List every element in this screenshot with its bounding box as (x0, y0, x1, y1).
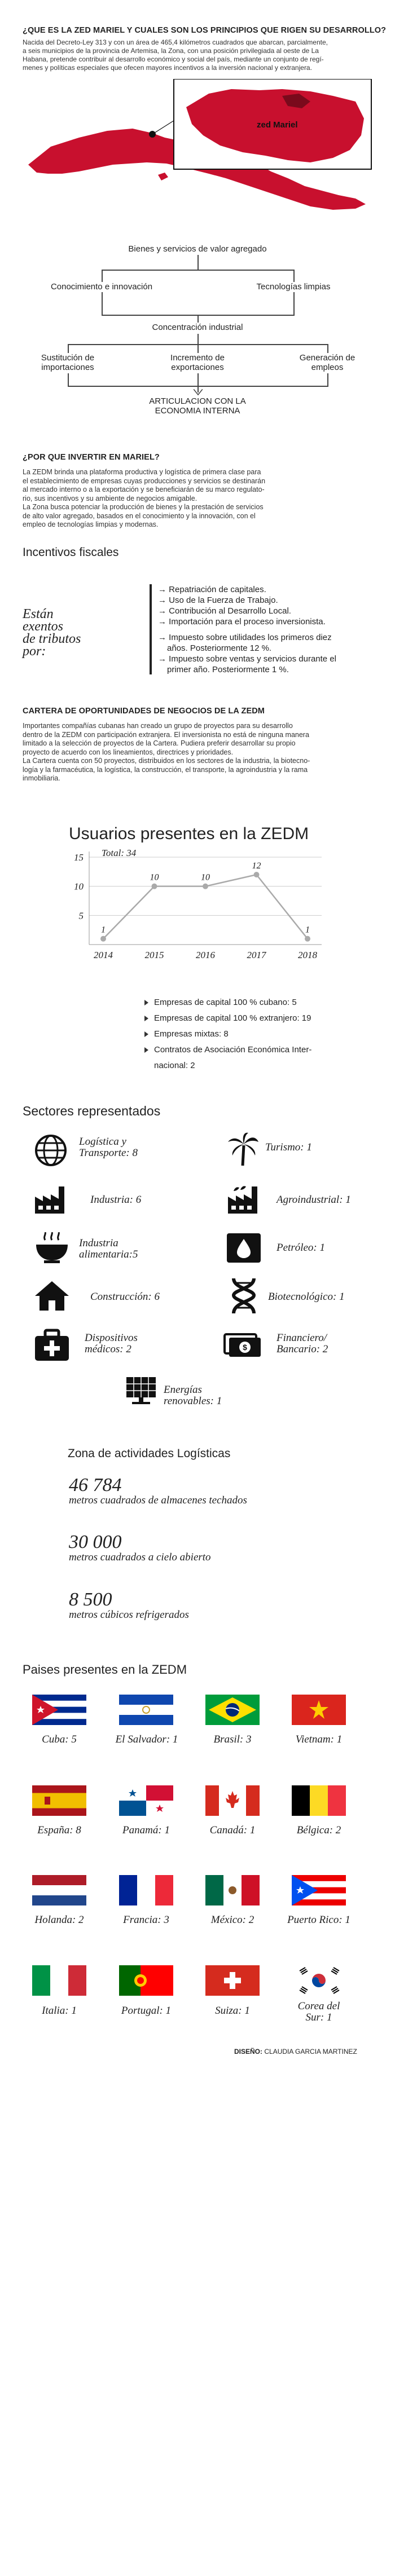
flag-netherlands-icon (32, 1875, 86, 1905)
x-tick-label: 2014 (94, 950, 113, 960)
x-tick-label: 2015 (144, 950, 164, 960)
country-label: Francia: 3 (123, 1914, 169, 1926)
arrow-right-icon: → (158, 617, 169, 627)
agro-factory-icon (226, 1184, 262, 1215)
arrow-down-icon (194, 389, 203, 396)
data-point (305, 936, 310, 942)
money-icon (223, 1331, 263, 1359)
data-label: 10 (201, 872, 210, 883)
logistics-title: Zona de actividades Logísticas (68, 1447, 231, 1460)
flag-canada-icon (205, 1785, 260, 1816)
y-tick-label: 15 (74, 852, 84, 863)
country-label: Bélgica: 2 (296, 1824, 341, 1836)
palm-tree-icon (226, 1131, 260, 1168)
credits: DISEÑO: CLAUDIA GARCIA MARTINEZ (234, 2048, 357, 2055)
node-sustitucion: Sustitución de importaciones (41, 353, 95, 372)
data-point (100, 936, 106, 942)
x-tick-label: 2018 (298, 950, 317, 960)
list-item: → Impuesto sobre ventas y servicios durante el (158, 654, 336, 664)
list-item: → Importación para el proceso inversionista. (158, 617, 326, 627)
why-text: La ZEDM brinda una plataforma productiva y logística de primera clase para el establecimiento de empresas cuyas producciones y servicios se destinarán al mercado interno o a la exportación y se beneficiarán de su marco regulato- rio, sus incentivos y su ambiente de negocios amigable. La Zona busca potenciar la producción de bienes y la prestación de servicios de alto valor agregado, basados en el conocimiento y la innovación, con el empleo de tecnologías limpias y modernas. (23, 468, 266, 528)
data-label: 10 (150, 872, 159, 883)
country-label: Suiza: 1 (215, 2005, 250, 2017)
map-label: zed Mariel (257, 120, 298, 130)
triangle-bullet-icon (144, 1047, 148, 1053)
arrow-right-icon: → (158, 585, 169, 594)
why-title: ¿POR QUE INVERTIR EN MARIEL? (23, 453, 160, 462)
node-tecnologias: Tecnologías limpias (256, 282, 331, 292)
sector-petroleo: Petróleo: 1 (276, 1242, 326, 1254)
x-tick-label: 2016 (196, 950, 215, 960)
data-point (203, 884, 208, 889)
y-tick-label: 5 (78, 910, 84, 921)
sector-financiero: Financiero/ Bancario: 2 (276, 1332, 328, 1355)
list-item: → Contribución al Desarrollo Local. (158, 606, 291, 616)
incentives-group1 (158, 584, 326, 627)
node-generacion: Generación de empleos (299, 353, 356, 372)
data-label: 1 (101, 925, 106, 935)
country-label: México: 2 (210, 1914, 254, 1926)
list-item: → Impuesto sobre utilidades los primeros diez (158, 633, 332, 642)
flag-mexico-icon (205, 1875, 260, 1905)
node-conocimiento: Conocimiento e innovación (50, 282, 153, 292)
flag-puerto-rico-icon (292, 1875, 346, 1905)
country-label: Cuba: 5 (42, 1733, 77, 1745)
portfolio-title: CARTERA DE OPORTUNIDADES DE NEGOCIOS DE LA ZEDM (23, 707, 265, 716)
flag-spain-icon (32, 1785, 86, 1816)
country-label: Holanda: 2 (34, 1914, 84, 1926)
sector-industria: Industria: 6 (90, 1194, 142, 1206)
countries-title: Paises presentes en la ZEDM (23, 1662, 187, 1677)
sector-construccion: Construcción: 6 (90, 1291, 160, 1303)
intro-title: ¿QUE ES LA ZED MARIEL Y CUALES SON LOS PRINCIPIOS QUE RIGEN SU DESARROLLO? (23, 26, 387, 35)
incentives-divider (150, 584, 152, 674)
arrow-right-icon: → (158, 654, 169, 664)
x-tick-label: 2017 (247, 950, 266, 960)
arrow-right-icon: → (158, 606, 169, 616)
solar-panel-icon (124, 1375, 158, 1405)
node-articulacion: ARTICULACION CON LA ECONOMIA INTERNA (149, 396, 246, 416)
list-item: Contratos de Asociación Económica Inter- (144, 1042, 311, 1058)
country-label: Brasil: 3 (213, 1733, 252, 1745)
triangle-bullet-icon (144, 1016, 148, 1021)
medical-kit-icon (34, 1328, 70, 1362)
flag-switzerland-icon (205, 1965, 260, 1996)
list-item: → Uso de la Fuerza de Trabajo. (158, 596, 278, 605)
country-label: Corea del Sur: 1 (297, 2000, 340, 2023)
flag-portugal-icon (119, 1965, 173, 1996)
flag-brazil-icon (205, 1695, 260, 1725)
companies-list: Empresas de capital 100 % cubano: 5 Empresas de capital 100 % extranjero: 19 Empresas mixtas: 8 Contratos de Asociación Económica Inter- nacional: 2 (144, 995, 311, 1074)
country-label: Portugal: 1 (121, 2005, 172, 2017)
arrow-right-icon: → (158, 596, 169, 605)
cuba-map (17, 79, 378, 214)
intro-text: Nacida del Decreto-Ley 313 y con un área de 465,4 kilómetros cuadrados que abarcan, parcialmente, a seis municipios de la provincia de Artemisa, la Zona, con una posición privilegiada al oeste de La Habana, pretende contribuir al desarrollo económico y social del país, mediante un conjunto de regí- menes y políticas especiales que ofecen mayores incentivos a la inversión nacional y extranjera. (23, 38, 328, 72)
oil-drop-icon (226, 1232, 262, 1264)
logistics-item-1: 46 784 metros cuadrados de almacenes techados (69, 1475, 247, 1506)
y-tick-label: 10 (74, 881, 84, 892)
list-item: Empresas de capital 100 % extranjero: 19 (144, 1011, 311, 1026)
flag-belgium-icon (292, 1785, 346, 1816)
factory-icon (34, 1184, 70, 1215)
svg-text:$: $ (243, 1343, 247, 1352)
sector-agroindustrial: Agroindustrial: 1 (276, 1194, 351, 1206)
node-concentracion: Concentración industrial (152, 323, 243, 332)
triangle-bullet-icon (144, 1000, 148, 1005)
node-bienes: Bienes y servicios de valor agregado (128, 244, 267, 254)
list-item: Empresas mixtas: 8 (144, 1026, 311, 1042)
sectors-title: Sectores representados (23, 1104, 161, 1118)
country-label: Canadá: 1 (209, 1824, 256, 1836)
flag-south-korea-icon (292, 1965, 346, 1996)
data-point (152, 884, 157, 889)
chart-annotation: Total: 34 (102, 848, 137, 858)
flag-vietnam-icon (292, 1695, 346, 1725)
list-item: → Repatriación de capitales. (158, 585, 266, 594)
flag-cuba-icon (32, 1695, 86, 1725)
country-label: El Salvador: 1 (115, 1733, 178, 1745)
logistics-item-2: 30 000 metros cuadrados a cielo abierto (69, 1532, 211, 1563)
sector-energias: Energías renovables: 1 (164, 1384, 222, 1407)
node-incremento: Incremento de exportaciones (170, 353, 225, 372)
country-label: Puerto Rico: 1 (287, 1914, 350, 1926)
triangle-bullet-icon (144, 1031, 148, 1037)
country-label: Vietnam: 1 (295, 1733, 343, 1745)
dna-icon (227, 1277, 261, 1315)
flag-panama-icon (119, 1785, 173, 1816)
incentives-title: Incentivos fiscales (23, 546, 119, 559)
sector-industria-alimentaria: Industria alimentaria:5 (79, 1237, 138, 1260)
food-bowl-icon (34, 1232, 70, 1264)
flag-italy-icon (32, 1965, 86, 1996)
incentives-side-label: Están exentos de tributos por: (23, 607, 81, 659)
country-label: Panamá: 1 (122, 1824, 170, 1836)
flag-el-salvador-icon (119, 1695, 173, 1725)
house-icon (34, 1280, 70, 1312)
logistics-item-3: 8 500 metros cúbicos refrigerados (69, 1589, 189, 1621)
data-label: 12 (252, 861, 261, 871)
sector-dispositivos: Dispositivos médicos: 2 (85, 1332, 138, 1355)
users-chart (62, 846, 344, 970)
sector-logistica: Logística y Transporte: 8 (79, 1136, 138, 1159)
globe-icon (34, 1133, 68, 1167)
sector-biotecnologico: Biotecnológico: 1 (268, 1291, 345, 1303)
incentives-group2: → Impuesto sobre utilidades los primeros diez años. Posteriormente 12 %. → Impuesto sobre ventas y servicios durante el primer año. Posteriormente 1 %. (158, 633, 336, 674)
data-label: 1 (305, 925, 310, 935)
portfolio-text: Importantes compañías cubanas han creado un grupo de proyectos para su desarrollo dentro de la ZEDM con participación extranjera. El inversionista no está de ninguna manera limitado a la selección de proyectos de la Cartera. Pudiera preferir desarrollar su propio proyecto de acuerdo con los lineamientos, directrices y prioridades. La Cartera cuenta con 50 proyectos, distribuidos en los sectores de la industria, la biotecno- logía y la farmacéutica, la logística, la construcción, el transporte, la agroindustria y la rama inmobiliaria. (23, 722, 310, 782)
users-title: Usuarios presentes en la ZEDM (69, 824, 309, 843)
data-point (254, 872, 260, 877)
flag-france-icon (119, 1875, 173, 1905)
list-item: Empresas de capital 100 % cubano: 5 (144, 995, 311, 1011)
country-label: Italia: 1 (42, 2005, 77, 2017)
country-label: España: 8 (37, 1824, 81, 1836)
arrow-right-icon: → (158, 633, 169, 642)
sector-turismo: Turismo: 1 (265, 1141, 312, 1153)
